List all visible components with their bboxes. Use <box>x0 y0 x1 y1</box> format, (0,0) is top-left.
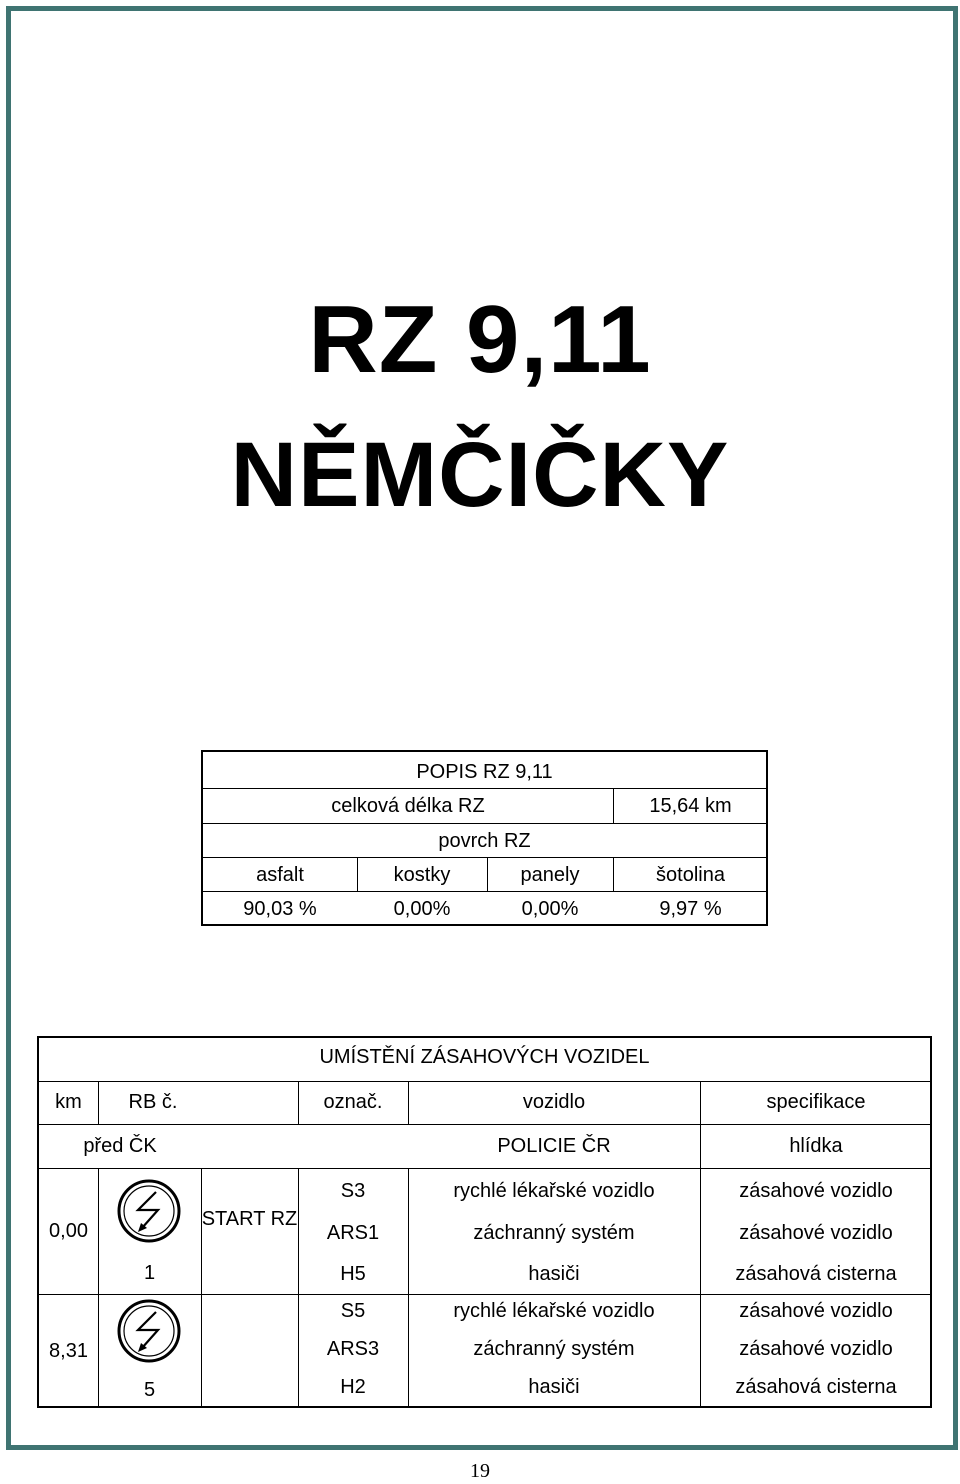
row-ozn: ARS1 <box>326 1222 380 1244</box>
row-vehicle: záchranný systém <box>473 1338 635 1360</box>
surface-value: 0,00% <box>521 898 579 920</box>
surface-value: 9,97 % <box>659 898 722 920</box>
col-rb: RB č. <box>128 1091 178 1113</box>
row-ozn: S5 <box>340 1300 366 1322</box>
surface-name: kostky <box>393 864 451 886</box>
row-ozn: S3 <box>340 1180 366 1202</box>
row-spec: zásahové vozidlo <box>739 1300 893 1322</box>
row-vehicle: hasiči <box>528 1376 580 1398</box>
group-location: START RZ <box>201 1208 298 1230</box>
row-vehicle: rychlé lékařské vozidlo <box>453 1180 655 1202</box>
length-label: celková délka RZ <box>331 795 485 817</box>
stage-title: RZ 9,11 <box>308 286 652 393</box>
surface-value: 0,00% <box>393 898 451 920</box>
page-number: 19 <box>470 1460 490 1482</box>
row-spec: zásahová cisterna <box>735 1376 897 1398</box>
row-vehicle: rychlé lékařské vozidlo <box>453 1300 655 1322</box>
row-spec: zásahové vozidlo <box>739 1222 893 1244</box>
row-ozn: H5 <box>340 1263 366 1285</box>
row-spec: zásahové vozidlo <box>739 1180 893 1202</box>
group-rb: 5 <box>143 1379 156 1401</box>
group-km: 8,31 <box>49 1340 88 1362</box>
before-ck-vehicle: POLICIE ČR <box>497 1135 611 1157</box>
col-km: km <box>55 1091 82 1113</box>
surface-name: panely <box>520 864 580 886</box>
row-spec: zásahové vozidlo <box>739 1338 893 1360</box>
vehicle-placement-table <box>37 1036 932 1408</box>
col-vozidlo: vozidlo <box>522 1091 586 1113</box>
stage-name: NĚMČIČKY <box>230 424 730 526</box>
surface-name: asfalt <box>256 864 304 886</box>
row-spec: zásahová cisterna <box>735 1263 897 1285</box>
surface-value: 90,03 % <box>243 898 317 920</box>
col-ozn: označ. <box>323 1091 383 1113</box>
surface-label: povrch RZ <box>438 830 531 852</box>
lightning-arrow-sign-icon <box>116 1178 182 1244</box>
group-km: 0,00 <box>49 1220 88 1242</box>
popis-header: POPIS RZ 9,11 <box>416 761 553 783</box>
placement-header: UMÍSTĚNÍ ZÁSAHOVÝCH VOZIDEL <box>319 1046 650 1068</box>
col-spec: specifikace <box>766 1091 866 1113</box>
row-vehicle: hasiči <box>528 1263 580 1285</box>
surface-name: šotolina <box>656 864 725 886</box>
before-ck-spec: hlídka <box>789 1135 843 1157</box>
length-value: 15,64 km <box>649 795 732 817</box>
group-rb: 1 <box>143 1262 156 1284</box>
row-vehicle: záchranný systém <box>473 1222 635 1244</box>
row-ozn: H2 <box>340 1376 366 1398</box>
before-ck-label: před ČK <box>83 1135 157 1157</box>
row-ozn: ARS3 <box>326 1338 380 1360</box>
lightning-arrow-sign-icon <box>116 1298 182 1364</box>
stage-description-table <box>201 750 768 926</box>
